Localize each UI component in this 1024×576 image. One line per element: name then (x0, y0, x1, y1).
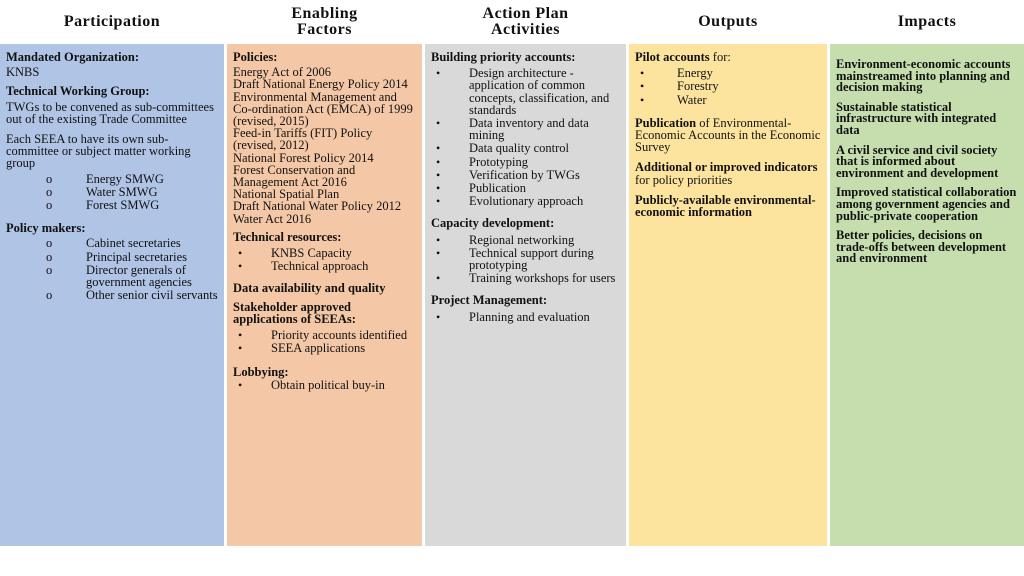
bullet-icon: • (640, 79, 645, 94)
header-enabling-factors: Enabling Factors (291, 5, 358, 38)
bullet-icon: • (436, 245, 441, 260)
bullet-icon: • (436, 154, 441, 169)
list-item: • Planning and evaluation (436, 309, 590, 324)
list-item: o Director generals of government agencies (46, 262, 192, 290)
mandated-org-value: KNBS (6, 65, 40, 80)
policy-makers-heading: Policy makers: (6, 221, 86, 236)
bullet-icon: • (238, 328, 243, 343)
circle-bullet-icon: o (46, 288, 53, 303)
impact-item: A civil service and civil society that is informed about environment and development (836, 142, 999, 180)
list-item: o Principal secretaries (46, 249, 187, 264)
indicators-output: Additional or improved indicators for policy priorities (635, 160, 818, 187)
enabling-factors-column (227, 44, 422, 546)
building-accounts-list (431, 67, 620, 207)
list-item: • Obtain political buy-in (238, 377, 385, 392)
twg-text: TWGs to be convened as sub-committees out of the existing Trade Committee (6, 99, 214, 126)
list-item: o Forest SMWG (46, 198, 160, 213)
list-item: o Cabinet secretaries (46, 236, 181, 251)
bullet-icon: • (436, 167, 441, 182)
pilot-accounts-list (635, 67, 821, 106)
project-management-list (431, 311, 620, 323)
bullet-icon: • (640, 92, 645, 107)
bullet-icon: • (640, 66, 645, 81)
bullet-icon: • (436, 181, 441, 196)
impact-item: Environment-economic accounts mainstreamed into planning and decision making (836, 57, 1011, 95)
public-information-output: Publicly-available environmental-economic information (635, 192, 816, 220)
smwg-list (6, 173, 218, 212)
stakeholder-list (233, 329, 416, 354)
list-item: • Data inventory and data mining (436, 116, 589, 143)
bullet-icon: • (238, 246, 243, 261)
technical-resources-list (233, 247, 416, 272)
policies-heading: Policies: (233, 50, 278, 64)
lobbying-heading: Lobbying: (233, 365, 289, 380)
policy-makers-list (6, 237, 218, 301)
outputs-column (629, 44, 827, 546)
circle-bullet-icon: o (46, 249, 53, 264)
bullet-icon: • (238, 377, 243, 392)
header-impacts: Impacts (897, 13, 957, 30)
bullet-icon: • (238, 259, 243, 274)
header-participation: Participation (63, 13, 161, 30)
circle-bullet-icon: o (46, 171, 53, 186)
capacity-development-list (431, 234, 620, 285)
circle-bullet-icon: o (46, 184, 53, 199)
bullet-icon: • (436, 232, 441, 247)
list-item: • Design architecture - application of common concepts, classification, and standards (436, 66, 610, 117)
impacts-column (830, 44, 1024, 546)
policies-list: Energy Act of 2006 Draft National Energy Policy 2014 Environmental Management and Co-ordination Act (EMCA) of 1999 (revised, 2015) Feed-in Tariffs (FIT) Policy (revised, 2012) National Forest Policy 2014 Forest Conservation and Management Act 2016 National Spatial Plan Draft National Water Policy 2012 Water Act 2016 (233, 65, 413, 226)
list-item: • Publication (436, 181, 526, 196)
bullet-icon: • (436, 66, 441, 81)
list-item: • Forestry (640, 79, 719, 94)
list-item: o Water SMWG (46, 184, 158, 199)
impact-item: Improved statistical collaboration among government agencies and public-private cooperation (836, 185, 1017, 223)
stakeholder-heading: Stakeholder approved applications of SEEAs: (233, 299, 356, 326)
technical-resources-heading: Technical resources: (233, 229, 342, 244)
lobbying-list (233, 379, 416, 391)
project-management-heading: Project Management: (431, 293, 548, 308)
list-item: o Energy SMWG (46, 171, 164, 186)
publication-output: Publication of Environmental-Economic Accounts in the Economic Survey (635, 115, 821, 155)
list-item: • KNBS Capacity (238, 246, 352, 261)
list-item: • Technical approach (238, 259, 369, 274)
list-item: • Verification by TWGs (436, 167, 580, 182)
bullet-icon: • (436, 194, 441, 209)
list-item: • Regional networking (436, 232, 575, 247)
list-item: • Data quality control (436, 141, 569, 156)
list-item: • Technical support during prototyping (436, 245, 594, 273)
mandated-org-heading: Mandated Organization: (6, 50, 139, 64)
list-item: o Other senior civil servants (46, 288, 218, 303)
bullet-icon: • (436, 141, 441, 156)
capacity-development-heading: Capacity development: (431, 216, 555, 231)
seea-text: Each SEEA to have its own sub-committee or subject matter working group (6, 132, 191, 171)
bullet-icon: • (436, 271, 441, 286)
building-accounts-heading: Building priority accounts: (431, 50, 576, 64)
list-item: • Training workshops for users (436, 271, 616, 286)
bullet-icon: • (238, 341, 243, 356)
list-item: • Evolutionary approach (436, 194, 584, 209)
twg-heading: Technical Working Group: (6, 84, 150, 99)
list-item: • SEEA applications (238, 341, 366, 356)
circle-bullet-icon: o (46, 262, 53, 277)
impact-item: Sustainable statistical infrastructure with integrated data (836, 99, 997, 137)
header-outputs: Outputs (698, 13, 758, 30)
impact-item: Better policies, decisions on trade-offs between development and environment (836, 228, 1007, 266)
pilot-accounts-line: Pilot accounts for: (635, 50, 731, 64)
header-action-plan-activities: Action Plan Activities (482, 5, 569, 38)
action-plan-activities-column (425, 44, 626, 546)
circle-bullet-icon: o (46, 236, 53, 251)
participation-column (0, 44, 224, 546)
bullet-icon: • (436, 116, 441, 131)
circle-bullet-icon: o (46, 198, 53, 213)
data-availability-heading: Data availability and quality (233, 281, 386, 296)
list-item: • Prototyping (436, 154, 529, 169)
bullet-icon: • (436, 309, 441, 324)
list-item: • Energy (640, 66, 713, 81)
list-item: • Water (640, 92, 707, 107)
header-row (0, 0, 1024, 44)
list-item: • Priority accounts identified (238, 328, 408, 343)
